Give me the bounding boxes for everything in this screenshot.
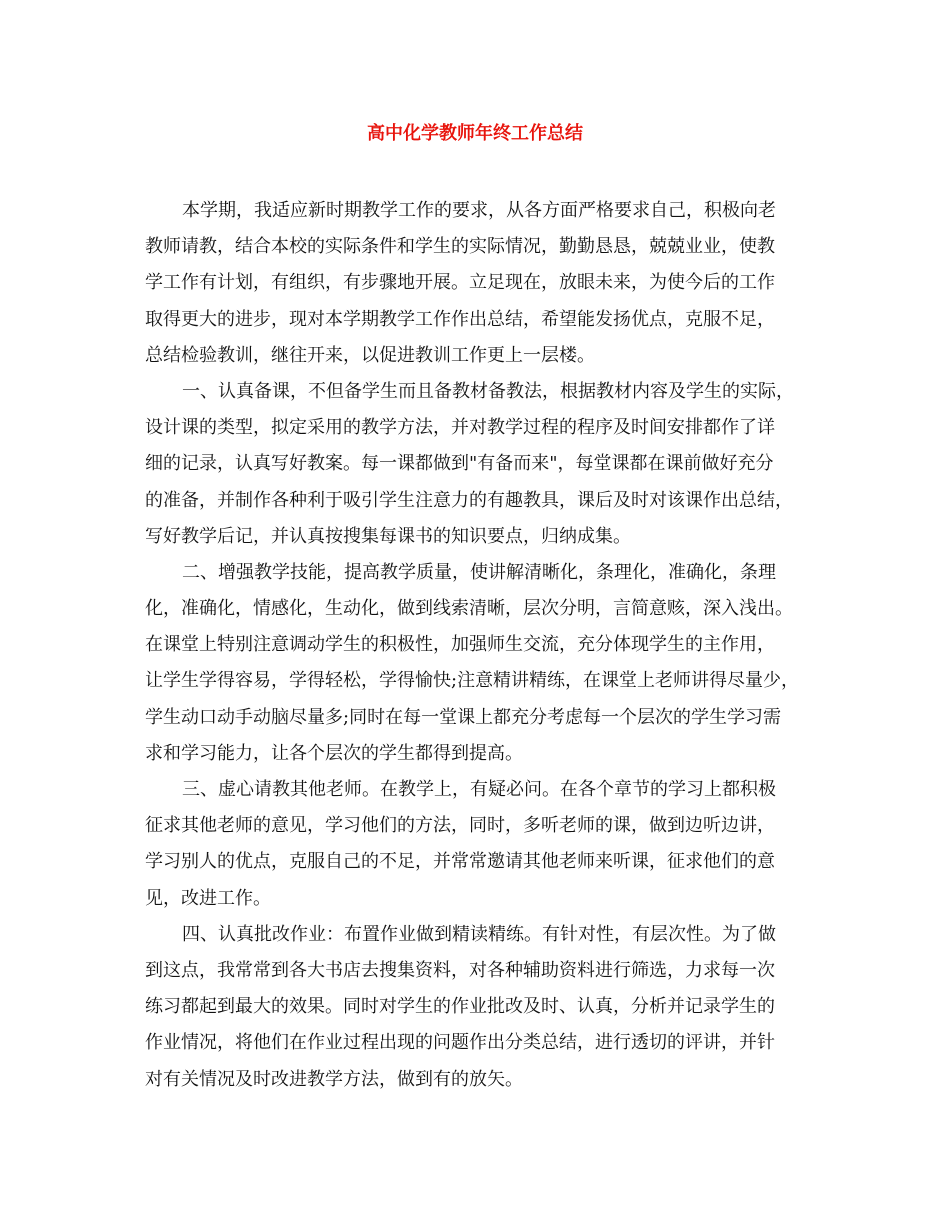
paragraph-section-1 — [145, 374, 815, 555]
paragraph-section-2 — [145, 555, 815, 772]
text-line: 设计课的类型，拟定采用的教学方法，并对教学过程的程序及时间安排都作了详 — [145, 417, 775, 439]
text-line: 本学期，我适应新时期教学工作的要求，从各方面严格要求自己，积极向老 — [182, 200, 776, 221]
text-line: 在课堂上特别注意调动学生的积极性，加强师生交流，充分体现学生的主作用， — [145, 634, 775, 656]
text-line: 四、认真批改作业：布置作业做到精读精练。有针对性，有层次性。为了做 — [182, 923, 776, 945]
text-line: 二、增强教学技能，提高教学质量，使讲解清晰化，条理化，准确化，条理 — [182, 561, 776, 583]
text-line: 练习都起到最大的效果。同时对学生的作业批改及时、认真，分析并记录学生的 — [145, 996, 775, 1018]
text-line: 学工作有计划，有组织，有步骤地开展。立足现在，放眼未来，为使今后的工作 — [145, 272, 775, 294]
text-line: 求和学习能力，让各个层次的学生都得到提高。 — [145, 742, 523, 764]
text-line: 让学生学得容易，学得轻松，学得愉快;注意精讲精练，在课堂上老师讲得尽量少， — [145, 670, 800, 692]
text-line: 对有关情况及时改进教学方法，做到有的放矢。 — [145, 1068, 523, 1090]
paragraph-section-4 — [145, 917, 815, 1098]
text-line: 见，改进工作。 — [145, 887, 271, 909]
text-line: 细的记录，认真写好教案。每一课都做到"有备而来"，每堂课都在课前做好充分 — [145, 453, 774, 475]
document-title: 高中化学教师年终工作总结 — [367, 123, 583, 144]
text-line: 教师请教，结合本校的实际条件和学生的实际情况，勤勤恳恳，兢兢业业，使教 — [145, 236, 775, 258]
text-line: 化，准确化，情感化，生动化，做到线索清晰，层次分明，言简意赅，深入浅出。 — [145, 598, 793, 620]
text-line: 的准备，并制作各种利于吸引学生注意力的有趣教具，课后及时对该课作出总结， — [145, 489, 793, 511]
text-line: 到这点，我常常到各大书店去搜集资料，对各种辅助资料进行筛选，力求每一次 — [145, 959, 775, 981]
text-line: 取得更大的进步，现对本学期教学工作作出总结，希望能发扬优点，克服不足， — [145, 308, 775, 330]
text-line: 征求其他老师的意见，学习他们的方法，同时，多听老师的课，做到边听边讲， — [145, 815, 775, 837]
text-line: 学习别人的优点，克服自己的不足，并常常邀请其他老师来听课，征求他们的意 — [145, 851, 775, 873]
text-line: 总结检验教训，继往开来，以促进教训工作更上一层楼。 — [145, 344, 595, 366]
document-body — [145, 193, 815, 1098]
text-line: 学生动口动手动脑尽量多;同时在每一堂课上都充分考虑每一个层次的学生学习需 — [145, 706, 782, 728]
text-line: 三、虚心请教其他老师。在教学上，有疑必问。在各个章节的学习上都积极 — [182, 779, 776, 800]
text-line: 写好教学后记，并认真按搜集每课书的知识要点，归纳成集。 — [145, 525, 631, 547]
text-line: 一、认真备课，不但备学生而且备教材备教法，根据教材内容及学生的实际， — [182, 380, 794, 402]
paragraph-section-3 — [145, 772, 815, 917]
text-line: 作业情况，将他们在作业过程出现的问题作出分类总结，进行透切的评讲，并针 — [145, 1032, 775, 1054]
paragraph-intro — [145, 193, 815, 374]
